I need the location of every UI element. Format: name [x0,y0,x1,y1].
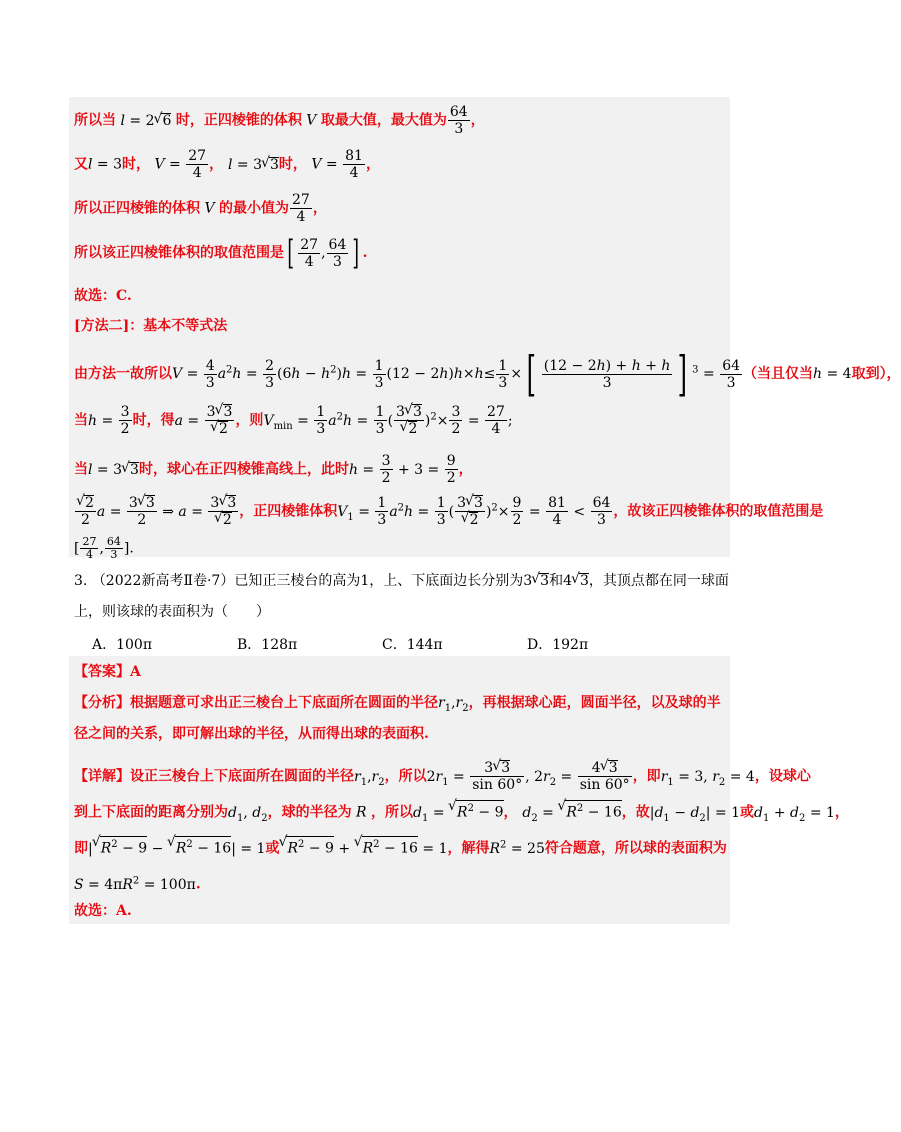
analysis-line-2: 径之间的关系，即可解出球的半径，从而得出球的表面积. [74,726,429,742]
analysis-line-1: 【分析】根据题意可求出正三棱台上下底面所在圆面的半径$r_1,r_2$，再根据球心距，圆面半径，以及球的半 [74,695,721,714]
solution-line-4: 所以该正四棱锥体积的取值范围是[ $\frac{27}{4}$ , $\frac{64}{3}$ ] . [74,233,368,273]
question-3-line-1: 3. （2022新高考Ⅱ卷·7）已知正三棱台的高为1，上、下底面边长分别为3√ 3和4√ 3，其顶点都在同一球面 [74,572,729,590]
detail-line-3: 即|√ $R^2 - 9$ − √ $R^2 - 16| = 1$或√ $R^2 - 9$ + √ $R^2 - 16 = 1$，解得$R^2 = 25$符合题意，所以球的表面积为 [74,836,727,858]
option-c: C．144π [382,637,443,653]
method-2-title: [方法二]：基本不等式法 [74,318,228,334]
solution-line-11: [ $\frac{27}{4}$ , $\frac{64}{3}$ ]. [74,535,134,561]
conclusion-line: 故选：A. [74,903,132,919]
solution-line-2: 又l = 3时， V = $\frac{27}{4}$ ， l = 3√ 3时， V = $\frac{81}{4}$ ， [74,148,380,181]
solution-line-8: 当h = $\frac{3}{2}$ 时，得a = 3√ 3 √ 2 ，则$V_{min}$ = $\frac{1}{3}$ $a^2h$ = $\frac{1}{3}$ ( 3√ 3 √ 2 )$^2$× $\frac{3}{2}$ = $\frac{27}{4}$ ; [74,404,513,437]
detail-line-4: $S = 4\pi R^2 = 100\pi$. [74,875,201,893]
solution-line-10: √ $\frac{2}{2}$ a = $\frac{3√ 3}{2}$ ⇒ a = 3√ 3 √ 2 ，正四棱锥体积$V_1$ = $\frac{1}{3}$ $a^2h$ = $\frac{1}{3}$ ( 3√ 3 √ 2 )$^2$× $\frac{9}{2}$ = $\frac{81}{4}$ < $\frac{64}{3}$ ，故该正四棱锥体积的取值范围是 [74,495,823,528]
option-b: B．128π [237,637,298,653]
solution-line-1: 所以当 l = 2√ 6 时，正四棱锥的体积 V 取最大值，最大值为 $\frac{64}{3}$ ， [74,104,485,137]
option-d: D．192π [527,637,589,653]
solution-line-5: 故选：C. [74,288,132,304]
detail-line-2: 到上下底面的距离分别为$d_1$, $d_2$，球的半径为 R ，所以$d_1$ = √ $R^2 - 9$， $d_2$ = √ $R^2 - 16$，故$|d_1 - d_2| = 1$或$d_1 + d_2 = 1$， [74,800,849,827]
option-a: A．100π [92,637,153,653]
solution-line-3: 所以正四棱锥的体积 V 的最小值为 $\frac{27}{4}$ ， [74,192,327,225]
detail-line-1: 【详解】设正三棱台上下底面所在圆面的半径$r_1,r_2$，所以$2r_1$ = $\frac{3√ 3}{\sin 60^\circ}$ , $2r_2$ = $\frac{4√ 3}{\sin 60^\circ}$ ，即$r_1 = 3$, $r_2 = 4$，设球心 [74,760,811,793]
question-3-line-2: 上，则该球的表面积为（ ） [74,604,270,620]
solution-line-9: 当l = 3√ 3时，球心在正四棱锥高线上，此时h = $\frac{3}{2}$ + 3 = $\frac{9}{2}$ ， [74,453,473,486]
answer-line: 【答案】A [74,664,141,680]
solution-line-7: 由方法一故所以V = $\frac{4}{3}$ $a^2h$ = $\frac{2}{3}$ $(6h - h^2)h$ = $\frac{1}{3}$ (12 − 2h)h×h≤ $\frac{1}{3}$ ×[ $\frac{(12 - 2h) + h + h}{3}$ ] $^3$ = $\frac{64}{3}$ （当且仅当h = 4取到）， [74,346,901,402]
